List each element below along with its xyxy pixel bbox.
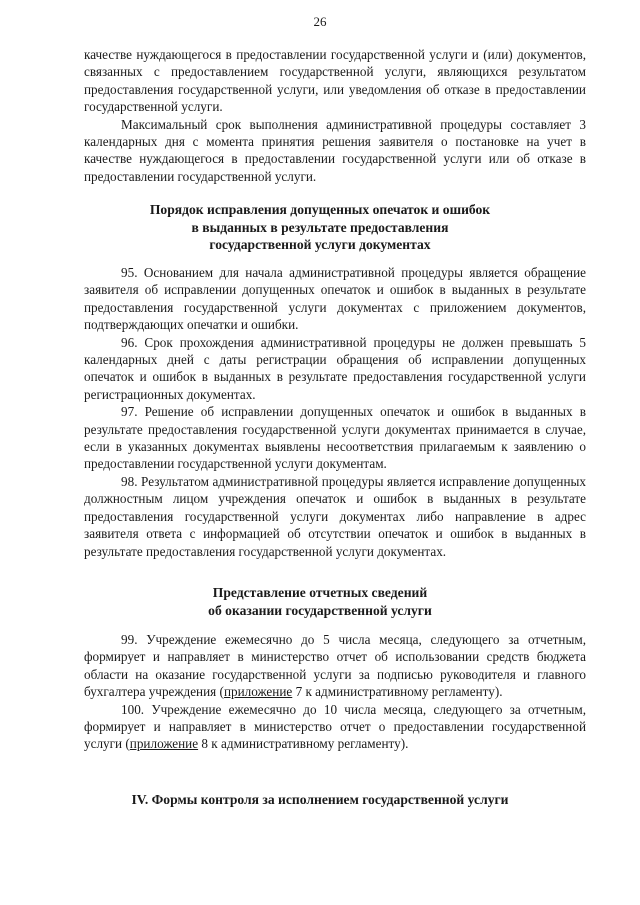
page-number: 26 [313,14,327,29]
heading-line: государственной услуги документах [209,237,431,252]
intro-block [84,46,586,185]
corrections-items [84,264,586,560]
item-99 [84,631,586,701]
heading-line: Порядок исправления допущенных опечаток и ошибок [149,202,491,217]
intro-paragraph-1: качестве нуждающегося в предоставлении государственной услуги и (или) документов, связанных с предоставлением государственной услуги, являющихся результатом предоставления государственной услуги, или уведомления об отказе в предоставлении государственной услуги. [84,47,586,115]
item-99-text: 99. Учреждение ежемесячно до 5 числа месяца, следующего за отчетным, формирует и направляет в министерство отчет об использовании средств бюджета области на оказание государственной услуги за подписью руководителя и главного бухгалтера учреждения ( [84,632,586,700]
section-heading-reporting [60,584,580,619]
heading-line: Представление отчетных сведений [212,585,428,600]
item-100-text: 100. Учреждение ежемесячно до 10 числа месяца, следующего за отчетным, формирует и направляет в министерство отчет о предоставлении государственной услуги ( [84,701,586,752]
item-95: 95. Основанием для начала административной процедуры является обращение заявителя об исправлении допущенных опечаток и ошибок в выданных в результате предоставления государственной услуги документах с приложением документов, подтверждающих опечатки и ошибки. [84,265,586,333]
item-100-tail: 8 к административному регламенту). [198,736,409,752]
section-heading-control [60,791,580,809]
item-96: 96. Срок прохождения административной процедуры не должен превышать 5 календарных дней с даты регистрации обращения об исправлении допущенных опечаток и ошибок в выданных в результате предоставления государственной услуги регистрационных документах. [84,334,586,402]
section-heading-corrections [60,201,580,254]
intro-paragraph-2: Максимальный срок выполнения административной процедуры составляет 3 календарных дня с момента принятия решения заявителя о постановке на учет в качестве нуждающегося в предоставлении государственной услуги или об отказе в предоставлении государственной услуги. [84,116,586,184]
item-98: 98. Результатом административной процедуры является исправление допущенных должностным лицом учреждения опечаток и ошибок в выданных в результате предоставления государственной услуги документах либо направление в адрес заявителя ответа с информацией об отсутствии опечаток и ошибок в выданных в результате предоставления государственной услуги документах. [84,473,586,559]
heading-line: об оказании государственной услуги [208,602,432,618]
item-97: 97. Решение об исправлении допущенных опечаток и ошибок в выданных в результате предоставления государственной услуги документах принимается в случае, если в указанных документах выявлены несоответствия прилагаемым к заявлению о предоставлении государственной услуги документам. [84,404,586,472]
appendix-7-link[interactable]: приложение [223,684,293,700]
heading-line: в выданных в результате предоставления [191,219,449,235]
item-100 [84,701,586,753]
heading-line: IV. Формы контроля за исполнением государственной услуги [131,792,509,807]
item-99-tail: 7 к административному регламенту). [292,684,503,700]
reporting-items [84,631,586,753]
appendix-8-link[interactable]: приложение [129,736,199,752]
